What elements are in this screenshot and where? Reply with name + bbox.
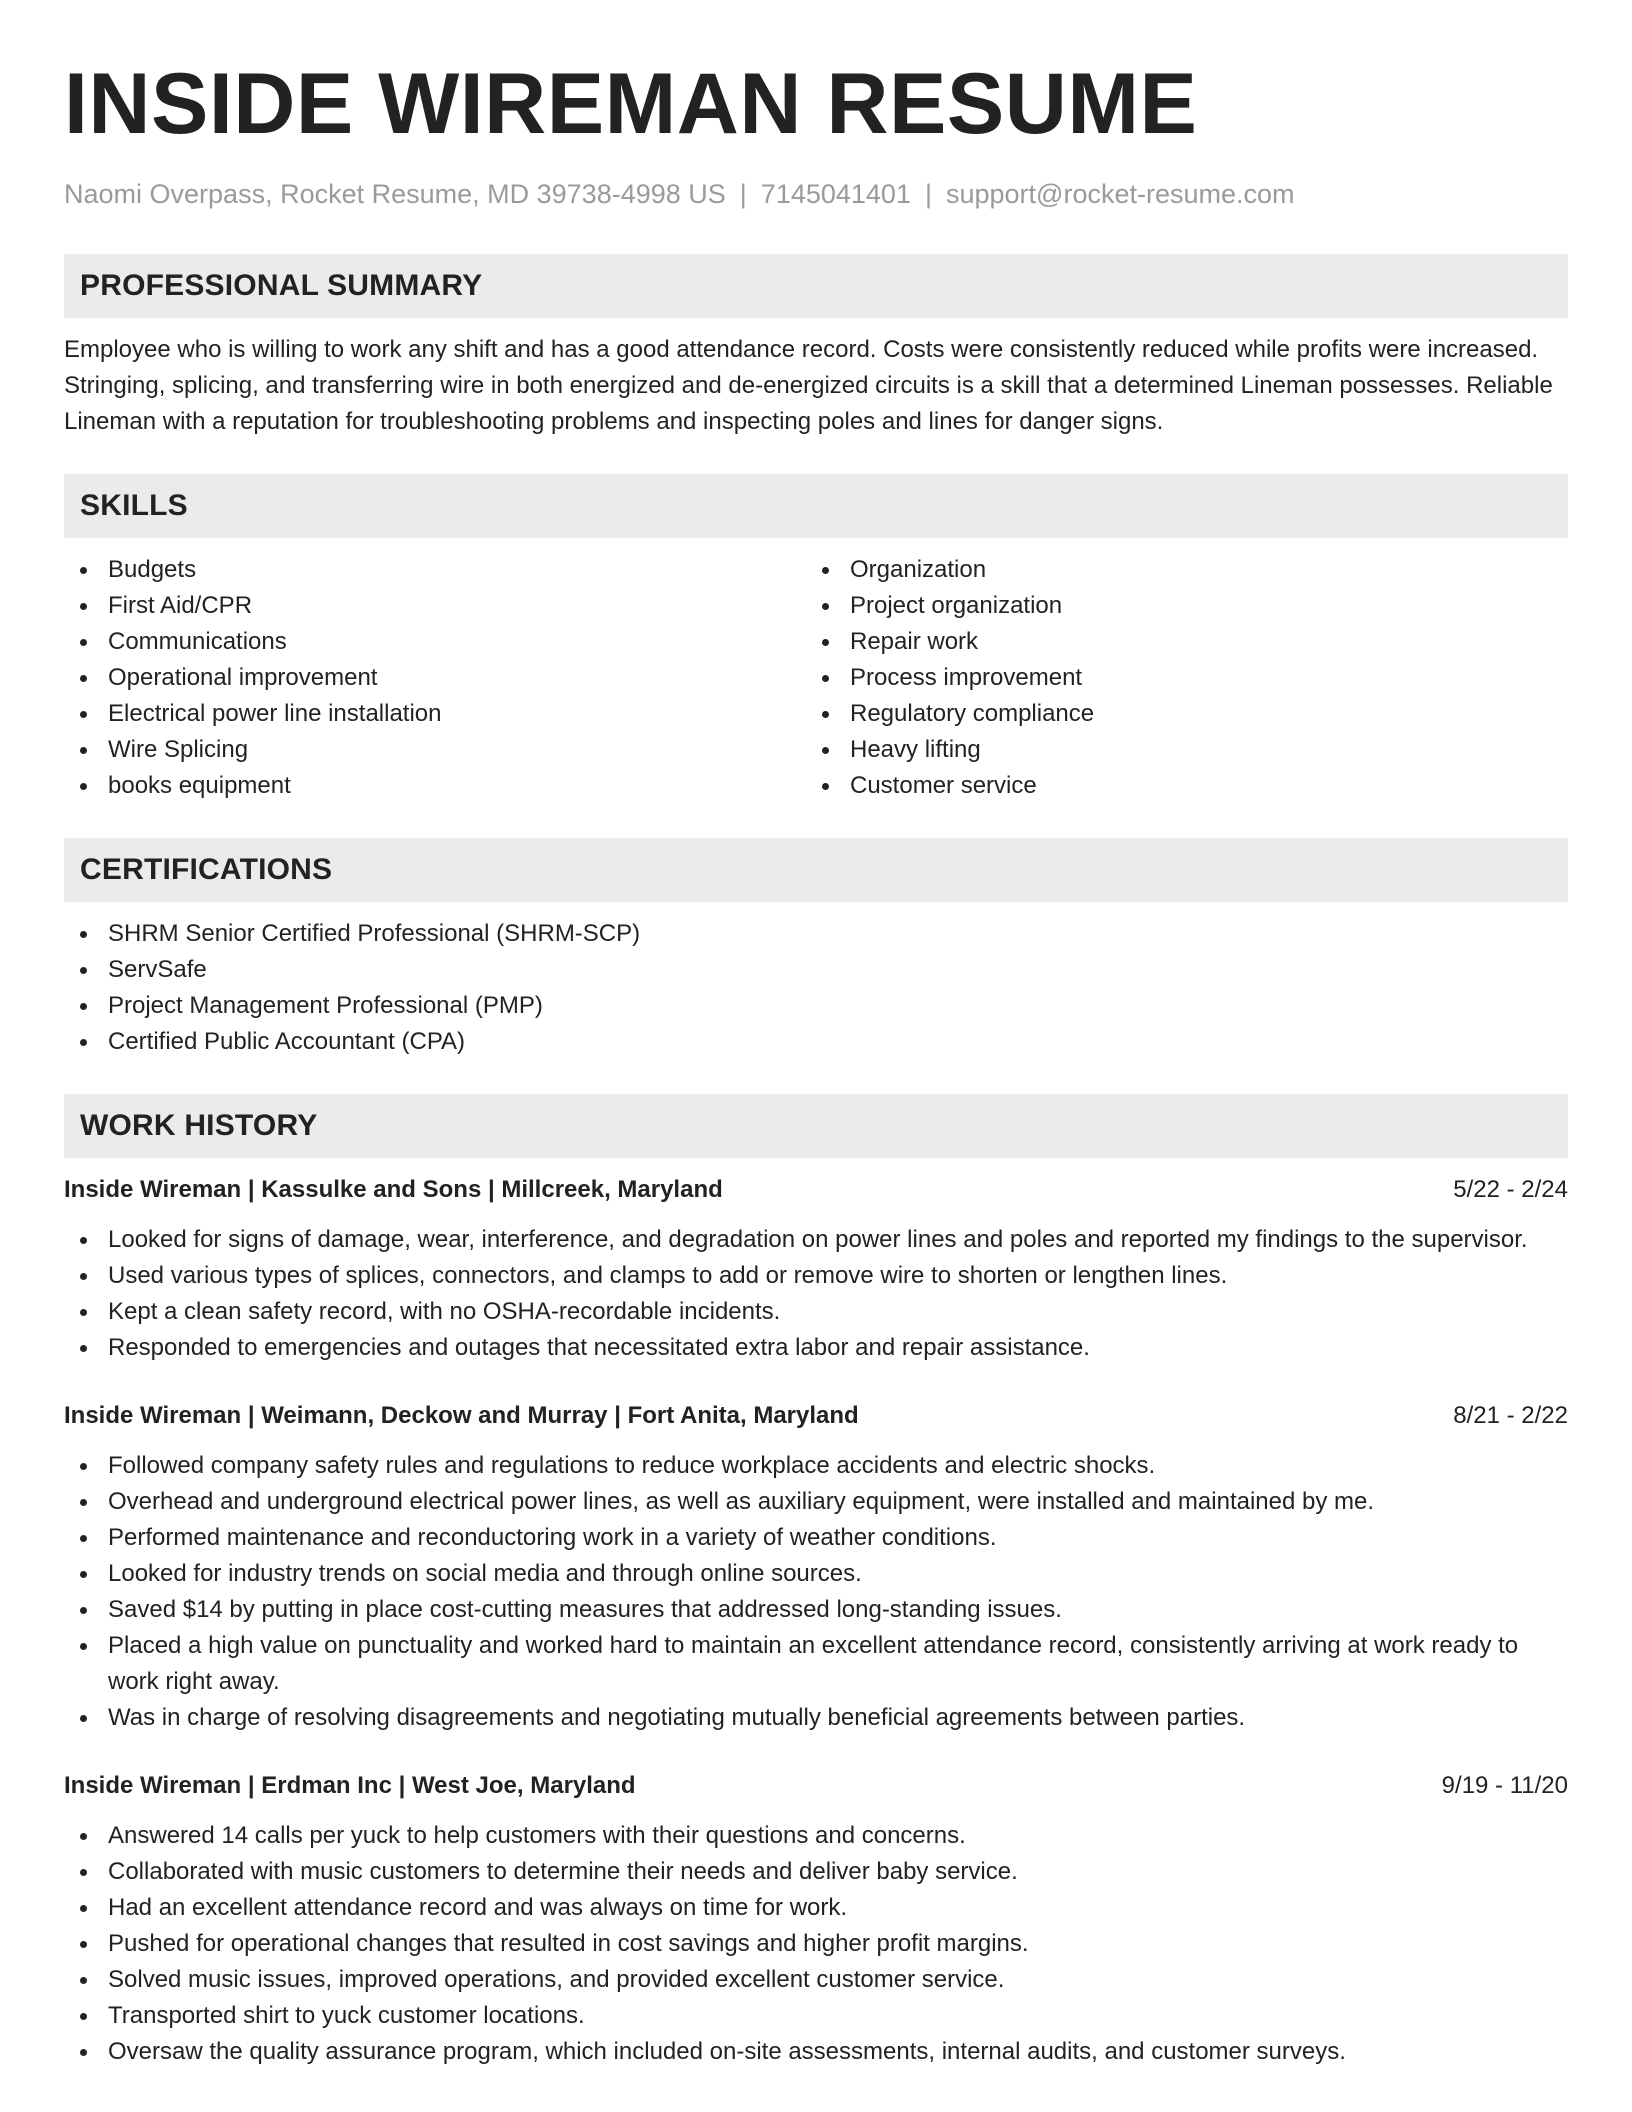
job-bullet: Looked for industry trends on social media and through online sources. (108, 1556, 1568, 1592)
contact-separator: | (924, 179, 932, 209)
job-bullet: Oversaw the quality assurance program, which included on-site assessments, internal audits, and customer surveys. (108, 2034, 1568, 2070)
job-bullet: Answered 14 calls per yuck to help customers with their questions and concerns. (108, 1818, 1568, 1854)
job-bullet: Followed company safety rules and regulations to reduce workplace accidents and electric shocks. (108, 1448, 1568, 1484)
skill-item: Wire Splicing (108, 732, 806, 768)
skill-item: Process improvement (850, 660, 1548, 696)
section-heading-skills: SKILLS (64, 474, 1568, 538)
skill-item: Communications (108, 624, 806, 660)
job-entry (64, 1768, 1568, 2070)
job-dates: 5/22 - 2/24 (1453, 1176, 1568, 1203)
job-header (64, 1398, 1568, 1434)
skill-item: Repair work (850, 624, 1548, 660)
job-bullet: Transported shirt to yuck customer locations. (108, 1998, 1568, 2034)
job-bullet: Responded to emergencies and outages that necessitated extra labor and repair assistance. (108, 1330, 1568, 1366)
skill-item: Project organization (850, 588, 1548, 624)
job-bullet: Performed maintenance and reconductoring work in a variety of weather conditions. (108, 1520, 1568, 1556)
job-header (64, 1172, 1568, 1208)
skill-item: books equipment (108, 768, 806, 804)
certification-item: Project Management Professional (PMP) (108, 988, 1568, 1024)
job-header (64, 1768, 1568, 1804)
section-heading-work-history: WORK HISTORY (64, 1094, 1568, 1158)
job-bullets (64, 1222, 1568, 1366)
skill-item: Regulatory compliance (850, 696, 1548, 732)
job-bullet: Was in charge of resolving disagreements and negotiating mutually beneficial agreements between parties. (108, 1700, 1568, 1736)
job-bullet: Used various types of splices, connectors, and clamps to add or remove wire to shorten or lengthen lines. (108, 1258, 1568, 1294)
contact-line (64, 176, 1568, 212)
contact-email: support@rocket-resume.com (945, 179, 1295, 209)
skills-grid (64, 552, 1568, 804)
contact-separator: | (739, 179, 747, 209)
job-dates: 8/21 - 2/22 (1453, 1402, 1568, 1429)
job-dates: 9/19 - 11/20 (1441, 1772, 1568, 1799)
job-bullet: Overhead and underground electrical power lines, as well as auxiliary equipment, were installed and maintained by me. (108, 1484, 1568, 1520)
skill-item: Budgets (108, 552, 806, 588)
job-title: Inside Wireman | Erdman Inc | West Joe, Maryland (64, 1772, 636, 1799)
skill-item: Operational improvement (108, 660, 806, 696)
job-entry (64, 1172, 1568, 1366)
job-bullets (64, 1818, 1568, 2070)
skills-column-left (64, 552, 806, 804)
job-bullet: Solved music issues, improved operations, and provided excellent customer service. (108, 1962, 1568, 1998)
skill-item: Organization (850, 552, 1548, 588)
job-bullet: Collaborated with music customers to determine their needs and deliver baby service. (108, 1854, 1568, 1890)
job-bullet: Saved $14 by putting in place cost-cutting measures that addressed long-standing issues. (108, 1592, 1568, 1628)
section-heading-summary: PROFESSIONAL SUMMARY (64, 254, 1568, 318)
skill-item: Customer service (850, 768, 1548, 804)
job-bullet: Pushed for operational changes that resulted in cost savings and higher profit margins. (108, 1926, 1568, 1962)
certification-item: ServSafe (108, 952, 1568, 988)
job-bullet: Looked for signs of damage, wear, interference, and degradation on power lines and poles and reported my findings to the supervisor. (108, 1222, 1568, 1258)
job-entry (64, 1398, 1568, 1736)
certification-item: Certified Public Accountant (CPA) (108, 1024, 1568, 1060)
job-title: Inside Wireman | Weimann, Deckow and Murray | Fort Anita, Maryland (64, 1402, 859, 1429)
job-bullet: Kept a clean safety record, with no OSHA-recordable incidents. (108, 1294, 1568, 1330)
skill-item: First Aid/CPR (108, 588, 806, 624)
certification-item: SHRM Senior Certified Professional (SHRM-SCP) (108, 916, 1568, 952)
job-bullet: Had an excellent attendance record and was always on time for work. (108, 1890, 1568, 1926)
contact-address: Naomi Overpass, Rocket Resume, MD 39738-4998 US (64, 179, 726, 209)
summary-text: Employee who is willing to work any shift and has a good attendance record. Costs were consistently reduced while profits were increased. Stringing, splicing, and transferring wire in both energized and de-energized circuits is a skill that a determined Lineman possesses. Reliable Lineman with a reputation for troubleshooting problems and inspecting poles and lines for danger signs. (64, 336, 1553, 435)
skills-column-right (806, 552, 1548, 804)
job-bullet: Placed a high value on punctuality and worked hard to maintain an excellent attendance record, consistently arriving at work ready to work right away. (108, 1628, 1568, 1700)
certifications-list (64, 916, 1568, 1060)
job-title: Inside Wireman | Kassulke and Sons | Millcreek, Maryland (64, 1176, 723, 1203)
resume-title: INSIDE WIREMAN RESUME (64, 56, 1198, 152)
job-bullets (64, 1448, 1568, 1736)
contact-phone: 7145041401 (760, 179, 911, 209)
skill-item: Electrical power line installation (108, 696, 806, 732)
skill-item: Heavy lifting (850, 732, 1548, 768)
section-heading-certifications: CERTIFICATIONS (64, 838, 1568, 902)
resume-page (64, 0, 1568, 2070)
